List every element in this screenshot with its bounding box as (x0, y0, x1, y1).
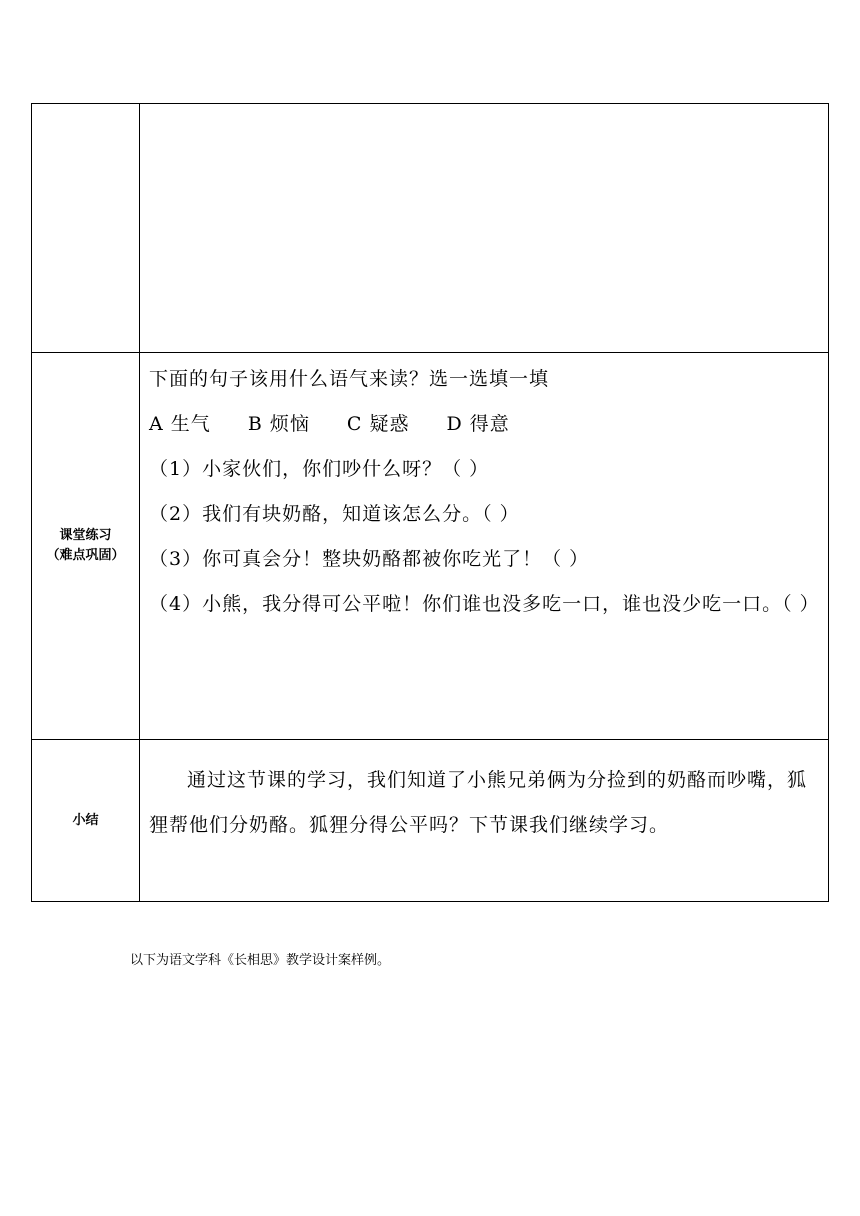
empty-label-cell (32, 104, 140, 353)
question-3: （3）你可真会分！整块奶酪都被你吃光了！（ ） (149, 548, 590, 570)
practice-options (149, 402, 828, 447)
summary-content-cell (140, 740, 829, 902)
practice-instruction: 下面的句子该用什么语气来读？选一选填一填 (149, 368, 550, 390)
summary-label-cell (32, 740, 140, 902)
lesson-plan-table (31, 103, 829, 902)
empty-content-cell (140, 104, 829, 353)
practice-label-main: 课堂练习 (59, 528, 112, 543)
question-4: （4）小熊，我分得可公平啦！你们谁也没多吃一口，谁也没少吃一口。（ ） (149, 593, 820, 615)
question-1: （1）小家伙们，你们吵什么呀？（ ） (149, 458, 490, 480)
option-d: D 得意 (446, 413, 510, 435)
summary-label: 小结 (72, 812, 99, 828)
table-row-practice (32, 353, 829, 740)
option-c: C 疑惑 (346, 413, 410, 435)
option-a: A 生气 (149, 413, 211, 435)
practice-content-cell (140, 353, 829, 740)
table-row-summary (32, 740, 829, 902)
summary-text: 通过这节课的学习，我们知道了小熊兄弟俩为分捡到的奶酪而吵嘴，狐狸帮他们分奶酪。狐狸分得公平吗？下节课我们继续学习。 (149, 769, 808, 836)
question-2: （2）我们有块奶酪，知道该怎么分。（ ） (149, 503, 520, 525)
practice-label-cell (32, 353, 140, 740)
table-row-empty (32, 104, 829, 353)
practice-label-sub: （难点巩固） (46, 548, 125, 563)
option-b: B 烦恼 (247, 413, 310, 435)
footer-note: 以下为语文学科《长相思》教学设计案样例。 (130, 953, 391, 968)
